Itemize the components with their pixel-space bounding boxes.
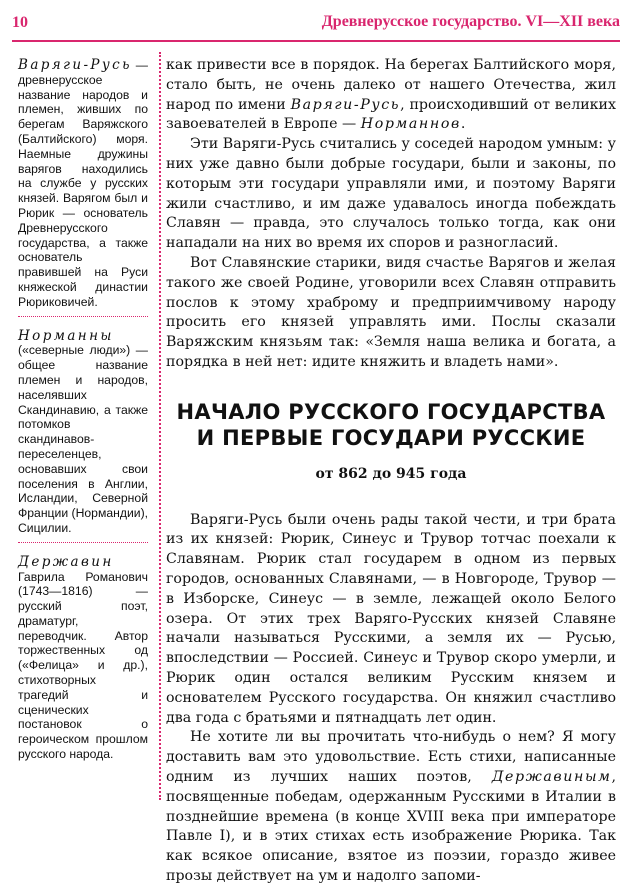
gloss-definition: — древнерусское название народов и племен, живших по берегам Варяжского (Балтийского) моря. Наемные дружины варягов находились на службе у русских князей. Варягом был и Рюрик — основатель Древнерусского государства, а также основатель правившей на Руси княжеской династии Рюриковичей. [18,58,148,309]
running-title: Древнерусское государство. VI—XII века [321,13,620,30]
spaced-term: Норманнов [360,116,461,133]
gloss-term: Державин [18,553,114,570]
paragraph-text: , происходивший от великих завоевателей в Европе — [166,96,616,133]
paragraph [166,56,616,135]
chapter-title-line2: И ПЕРВЫЕ ГОСУДАРИ РУССКИЕ [196,425,586,450]
paragraph [166,728,616,886]
paragraph: Эти Варяги-Русь считались у соседей народом умным: у них уже давно были добрые государи, были и законы, по которым эти государи управляли ими, и поэтому Варяги жили счастливо, и им даже удавалось иногда побеждать Славян — правда, это случалось только тогда, как они нападали на них во время их споров и разногласий. [166,136,616,252]
paragraph: Варяги-Русь были очень рады такой чести, и три брата из их князей: Рюрик, Синеус и Трувор тотчас поехали к Славянам. Рюрик стал государем в одном из первых городов, основанных Славянами, — в Новгороде, Трувор — в Изборске, Синеус — в земле, лежащей около Белого озера. От этих трех Варяго-Русских князей Славяне начали называться Русскими, а земля их — Русью, впоследствии — Россией. Синеус и Трувор скоро умерли, и Рюрик один остался великим Русским князем и основателем Русского государства. Он княжил счастливо два года с братьями и пятнадцать лет один. [166,511,616,726]
gloss-separator [18,542,148,543]
chapter-heading [166,399,616,485]
header-rule [12,40,620,42]
gloss-term: Норманны [18,327,114,344]
chapter-title-line1: НАЧАЛО РУССКОГО ГОСУДАРСТВА [176,399,606,424]
gloss-definition: («северные люди») — общее название племен и народов, населявших Скандинавию, а также потомков скандинавов-переселенцев, основавших свои поселения в Англии, Исландии, Северной Франции (Нормандии), Сицилии. [18,343,149,535]
gloss-derzhavin [18,555,148,762]
gloss-separator [18,316,148,317]
paragraph: Вот Славянские старики, видя счастье Варягов и желая такого же своей Родине, уговорили всех Славян отправить послов к этому храброму и предприимчивому народу просить его князей управлять ими. Послы сказали Варяжским князьям так: «Земля наша велика и богата, а порядка в ней нет: идите княжить и владеть нами». [166,254,616,370]
column-divider [159,52,161,800]
spaced-term: Державиным [491,768,612,785]
gloss-definition: Гаврила Романович (1743—1816) — русский поэт, драматург, переводчик. Автор торжественных од («Фелица» и др.), стихотворных трагедий и сценических постановок о героическом прошлом русского народа. [18,569,148,762]
paragraph-text: как привести все в порядок. На берегах Балтийского моря, стало быть, не очень далеко от нашего Отечества, жил народ по имени [166,57,616,113]
chapter-dates: от 862 до 945 года [315,465,467,482]
page-number: 10 [12,14,28,31]
gloss-varyagi-rus [18,58,148,317]
glossary-sidebar [18,58,148,762]
paragraph-text: . [460,116,466,133]
paragraph-text: , посвященные победам, одержанным Русскими в Италии в позднейшие времена (в конце XVIII века при императоре Павле I), и в этих стихах есть изображение Рюрика. Так как всякое описание, взятое из поэзии, гораздо живее прозы действует на ум и надолго запоми- [166,768,616,884]
chapter-body [166,511,616,887]
gloss-normanny [18,329,148,543]
paragraph-text: Не хотите ли вы прочитать что-нибудь о нем? Я могу доставить вам это удовольствие. Есть стихи, написанные одним из лучших наших поэтов, [166,729,616,785]
spaced-term: Варяги-Русь [290,96,401,113]
main-text [166,56,616,887]
page-header [0,0,634,44]
gloss-term: Варяги-Русь [18,57,132,73]
